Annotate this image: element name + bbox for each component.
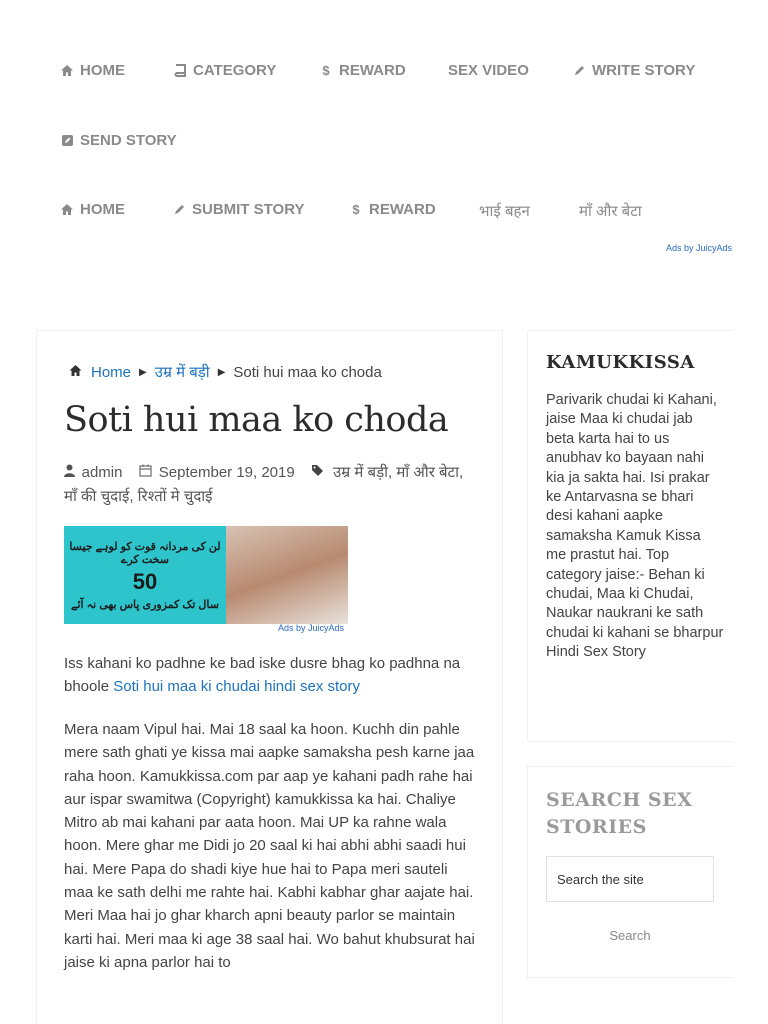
dollar-icon: $ [352, 202, 360, 217]
nav2-home-label: HOME [80, 201, 125, 218]
caret-right-icon: ▶ [217, 366, 226, 378]
nav2-bhai-behan[interactable] [479, 201, 530, 221]
nav2-submit-story[interactable] [172, 201, 305, 218]
nav-sex-video-label: SEX VIDEO [448, 62, 529, 79]
nav-send-story-label: SEND STORY [80, 132, 177, 149]
nav2-reward-label: REWARD [369, 201, 436, 218]
nav-category[interactable] [173, 62, 276, 79]
post-meta [64, 461, 484, 509]
edit-icon [60, 134, 74, 148]
post-date: September 19, 2019 [158, 464, 295, 481]
post-tags[interactable]: उम्र में बड़ी, माँ और बेटा, [333, 464, 464, 481]
post-tags-2[interactable]: माँ की चुदाई, रिश्तों मे चुदाई [64, 488, 213, 505]
ad-banner-number: 50 [132, 568, 158, 594]
nav2-home[interactable] [60, 201, 125, 218]
nav-sex-video[interactable] [448, 62, 529, 79]
nav-write-story[interactable] [572, 62, 695, 79]
pencil-icon [572, 64, 586, 78]
home-icon [60, 64, 74, 78]
sidebar-search-title: SEARCH SEX STORIES [546, 789, 693, 838]
book-icon [173, 64, 187, 78]
calendar-icon [139, 465, 156, 480]
nav-write-story-label: WRITE STORY [592, 62, 696, 79]
ads-by-juicyads-link-banner[interactable]: Ads by JuicyAds [278, 623, 345, 633]
ad-banner-image [226, 526, 348, 624]
nav2-bhai-behan-label: भाई बहन [479, 203, 530, 220]
nav-send-story[interactable] [60, 132, 177, 149]
nav-reward-label: REWARD [339, 62, 406, 79]
post-author[interactable]: admin [81, 464, 123, 481]
search-button[interactable]: Search [546, 920, 714, 950]
breadcrumb-category[interactable]: उम्र में बड़ी [154, 364, 210, 381]
breadcrumb-home[interactable]: Home [91, 363, 132, 381]
nav2-submit-story-label: SUBMIT STORY [192, 201, 305, 218]
user-icon [64, 465, 79, 480]
ads-by-juicyads-link[interactable]: Ads by JuicyAds [665, 243, 732, 253]
breadcrumb [68, 362, 382, 382]
intro-text: Iss kahani ko padhne ke bad iske dusre bhag ko padhna na bhoole [64, 655, 461, 696]
breadcrumb-current: Soti hui maa ko choda [233, 363, 382, 381]
nav-home-label: HOME [80, 62, 125, 79]
home-icon [60, 203, 74, 217]
search-input[interactable] [546, 856, 714, 902]
intro-link[interactable]: Soti hui maa ki chudai hindi sex story [113, 678, 361, 696]
nav2-maa-aur-beta[interactable] [579, 201, 642, 221]
ad-banner-line2: سال تک کمزوری پاس بھی نہ آئے [71, 598, 219, 611]
nav-category-label: CATEGORY [193, 62, 277, 79]
nav2-maa-aur-beta-label: माँ और बेटा [579, 203, 642, 220]
tags-icon [311, 465, 330, 480]
pencil-icon [172, 203, 186, 217]
ad-banner-text [64, 526, 226, 624]
nav-reward[interactable] [319, 62, 406, 79]
ad-banner[interactable] [64, 526, 348, 624]
nav2-reward[interactable] [349, 201, 436, 218]
sidebar-about-title: KAMUKKISSA [546, 352, 695, 373]
ad-banner-line1: لن کی مردانہ قوت کو لوہے جیسا سخت کرے [69, 540, 221, 566]
post-title: Soti hui maa ko choda [64, 400, 449, 440]
body-paragraph: Mera naam Vipul hai. Mai 18 saal ka hoon. Kuchh din pahle mere sath ghati ye kissa mai aapke samaksha pesh karne jaa raha hoon. Kamukkissa.com par aap ye kahani padh rahe hai aur ispar swamitwa (Copyright) kamukkissa ka hai. Chaliye Mitro ab mai kahani par aata hoon. Mai UP ka rahne wala hoon. Mere ghar me Didi jo 20 saal ki hai abhi abhi saadi hui hai. Mere Papa do shadi kiye hue hai to Papa meri sauteli maa ke sath delhi me rahte hai. Kabhi kabhar ghar aajate hai. Meri Maa hai jo ghar kharch apni beauty parlor se maintain karti hai. Meri maa ki age 38 saal hai. Wo bahut khubsurat hai jaise ki apna parlor hai to [64, 721, 475, 971]
dollar-icon: $ [322, 63, 330, 78]
sidebar-about-text: Parivarik chudai ki Kahani, jaise Maa ki chudai jab beta karta hai to us anubhav ko bayaan nahi kia ja sakta hai. Isi prakar ke Antarvasna se bhari desi kahani aapke samaksha Kamuk Kissa me prastut hai. Top category jaise:- Behan ki chudai, Maa ki Chudai, Naukar naukrani ke sath chudai ki kahani se bharpur Hindi Sex Story [546, 392, 724, 661]
nav-home[interactable] [60, 62, 125, 79]
home-icon [68, 364, 83, 381]
intro-paragraph [64, 652, 478, 699]
caret-right-icon: ▶ [139, 366, 147, 378]
